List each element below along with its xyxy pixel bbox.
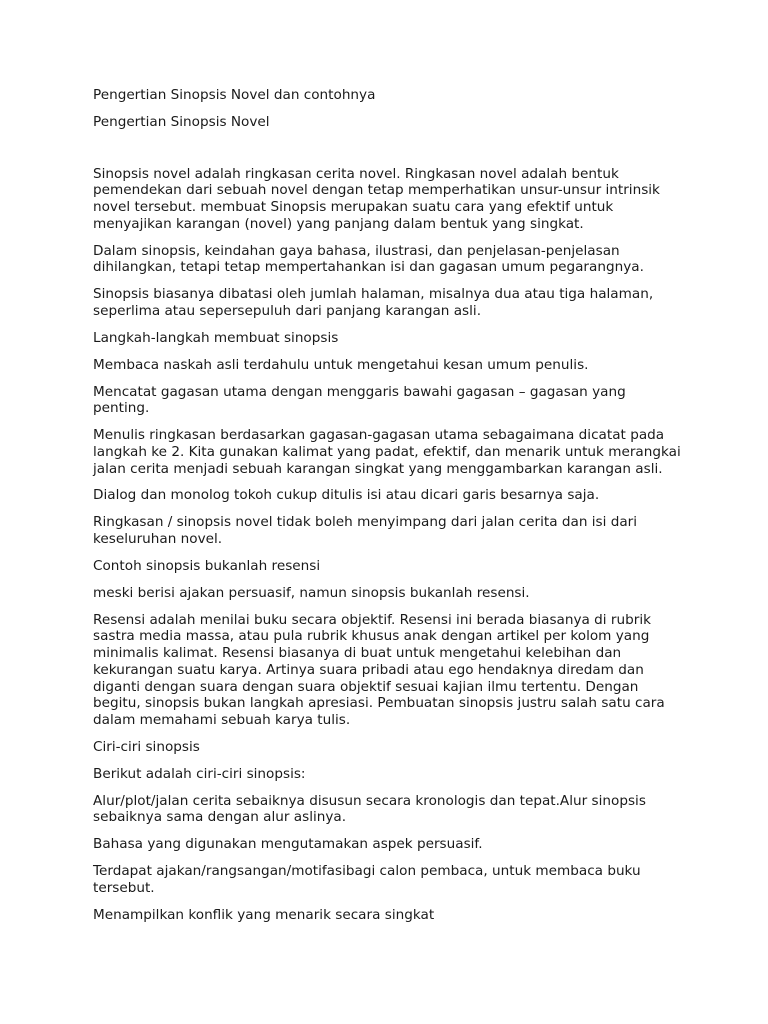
paragraph: Terdapat ajakan/rangsangan/motifasibagi calon pembaca, untuk membaca buku tersebut.: [93, 863, 641, 896]
paragraph: Alur/plot/jalan cerita sebaiknya disusun secara kronologis dan tepat.Alur sinopsis sebaiknya sama dengan alur aslinya.: [93, 792, 646, 826]
paragraph: Resensi adalah menilai buku secara objektif. Resensi ini berada biasanya di rubrik sastra media massa, atau pula rubrik khusus anak dengan artikel per kolom yang minimalis kalimat. Resensi biasanya di buat untuk mengetahui kelebihan dan kekurangan suatu karya. Artinya suara pribadi atau ego hendaknya diredam dan diganti dengan suara dengan suara objektif sesuai kajian ilmu tertentu. Dengan begitu, sinopsis bukan langkah apresiasi. Pembuatan sinopsis justru salah satu cara dalam memahami sebuah karya tulis.: [93, 611, 665, 728]
section-heading: Pengertian Sinopsis Novel: [93, 113, 270, 130]
paragraph: Menulis ringkasan berdasarkan gagasan-gagasan utama sebagaimana dicatat pada langkah ke 2. Kita gunakan kalimat yang padat, efektif, dan menarik untuk merangkai jalan cerita menjadi sebuah karangan singkat yang menggambarkan karangan asli.: [93, 427, 681, 477]
paragraph: Bahasa yang digunakan mengutamakan aspek persuasif.: [93, 836, 483, 853]
paragraph: Ringkasan / sinopsis novel tidak boleh menyimpang dari jalan cerita dan isi dari keseluruhan novel.: [93, 514, 638, 548]
paragraph: meski berisi ajakan persuasif, namun sinopsis bukanlah resensi.: [93, 584, 530, 601]
document-title: Pengertian Sinopsis Novel dan contohnya: [93, 87, 376, 103]
paragraph: Menampilkan konflik yang menarik secara singkat: [93, 906, 435, 923]
section-heading: Langkah-langkah membuat sinopsis: [93, 329, 339, 346]
paragraph: Dialog dan monolog tokoh cukup ditulis isi atau dicari garis besarnya saja.: [93, 487, 600, 504]
paragraph: Mencatat gagasan utama dengan menggaris bawahi gagasan – gagasan yang penting.: [93, 383, 626, 417]
paragraph: Berikut adalah ciri-ciri sinopsis:: [93, 765, 306, 782]
section-heading: Ciri-ciri sinopsis: [93, 738, 200, 755]
document-body: [93, 87, 683, 934]
paragraph: Dalam sinopsis, keindahan gaya bahasa, ilustrasi, dan penjelasan-penjelasan dihilangkan, tetapi tetap mempertahankan isi dan gagasan umum pegarangnya.: [93, 242, 644, 276]
paragraph: Membaca naskah asli terdahulu untuk mengetahui kesan umum penulis.: [93, 356, 589, 373]
paragraph: Sinopsis novel adalah ringkasan cerita novel. Ringkasan novel adalah bentuk pemendekan dari sebuah novel dengan tetap memperhatikan unsur-unsur intrinsik novel tersebut. membuat Sinopsis merupakan suatu cara yang efektif untuk menyajikan karangan (novel) yang panjang dalam bentuk yang singkat.: [93, 165, 660, 232]
section-heading: Contoh sinopsis bukanlah resensi: [93, 557, 321, 574]
paragraph: Sinopsis biasanya dibatasi oleh jumlah halaman, misalnya dua atau tiga halaman, seperlima atau sepersepuluh dari panjang karangan asli.: [93, 286, 654, 319]
